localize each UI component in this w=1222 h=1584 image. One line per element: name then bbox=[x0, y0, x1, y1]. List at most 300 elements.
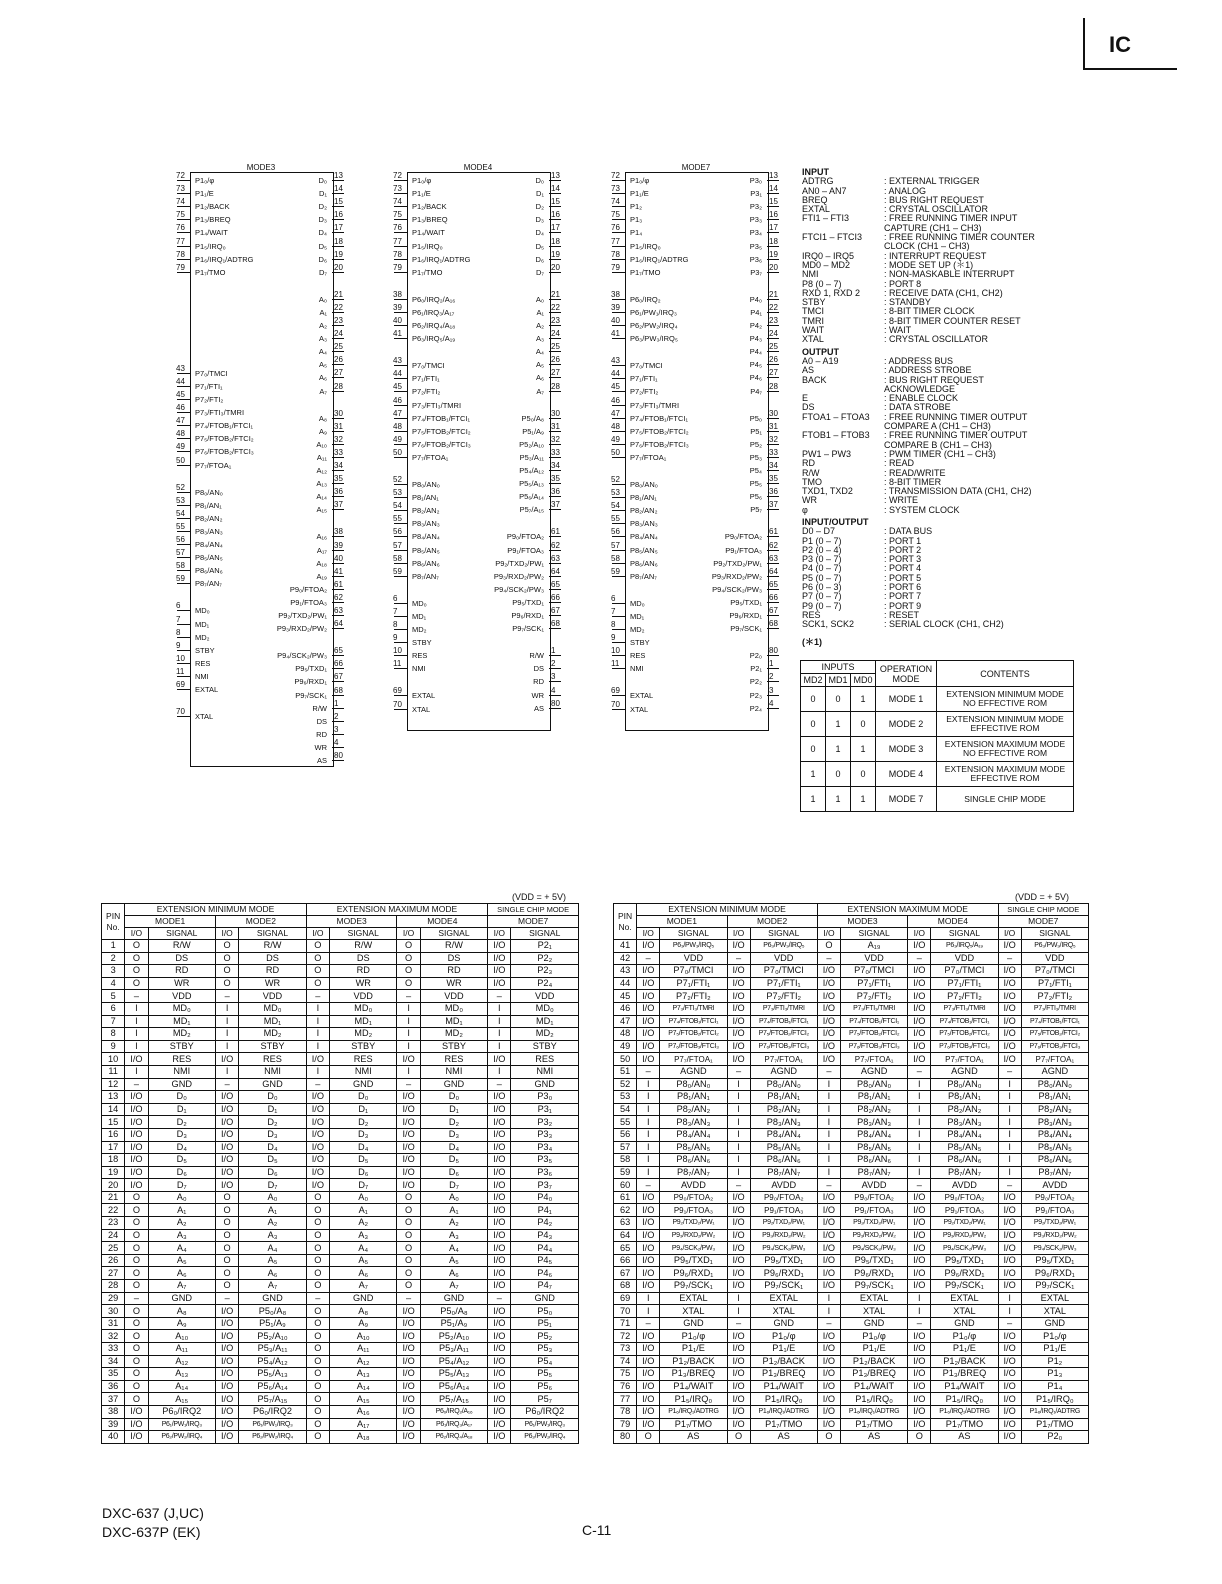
pin-label: P2₄ bbox=[749, 703, 762, 713]
table-cell: I/O bbox=[998, 1418, 1021, 1431]
pin-lead bbox=[177, 492, 190, 493]
pin-number: 23 bbox=[769, 316, 778, 325]
pin-label: NMI bbox=[630, 664, 644, 674]
table-cell: STBY bbox=[239, 1040, 306, 1053]
table-cell: O bbox=[125, 952, 148, 965]
table-cell: P9₀/FTOA₂ bbox=[931, 1191, 998, 1204]
pin-lead bbox=[177, 438, 190, 439]
mode-cell: MODE 7 bbox=[876, 787, 937, 812]
table-cell: A₇ bbox=[420, 1280, 487, 1293]
pin-lead bbox=[549, 509, 561, 510]
legend-signal: P7 (0 – 7) bbox=[802, 591, 842, 602]
table-cell: P9₄/SCK₂/PW₃ bbox=[931, 1242, 998, 1255]
table-cell: P1₃ bbox=[1021, 1368, 1088, 1381]
table-cell: P8₃/AN₃ bbox=[750, 1116, 817, 1129]
pin-number: 41 bbox=[393, 329, 402, 339]
table-cell: I/O bbox=[216, 1116, 239, 1129]
pin-number: 24 bbox=[769, 329, 778, 339]
pin-label: P9₇/SCK₁ bbox=[512, 624, 544, 634]
table-cell: 42 bbox=[614, 952, 637, 965]
table-cell: I/O bbox=[397, 1154, 420, 1167]
pin-lead bbox=[394, 642, 407, 643]
table-cell: I bbox=[216, 1002, 239, 1015]
legend-description: : NON-MASKABLE INTERRUPT bbox=[884, 269, 1015, 280]
table-cell: 73 bbox=[614, 1343, 637, 1356]
table-cell: I bbox=[998, 1128, 1021, 1141]
pin-number: 79 bbox=[393, 262, 402, 272]
table-cell: – bbox=[908, 1065, 931, 1078]
pin-lead bbox=[332, 681, 344, 682]
table-row bbox=[614, 1015, 1089, 1028]
pin-lead bbox=[332, 747, 344, 748]
pin-number: 62 bbox=[334, 592, 343, 602]
mode-cell: 1 bbox=[801, 762, 826, 787]
table-cell: RES bbox=[511, 1053, 579, 1066]
table-cell: 43 bbox=[614, 965, 637, 978]
pin-lead bbox=[612, 510, 625, 511]
pin-lead bbox=[177, 624, 190, 625]
table-cell: – bbox=[216, 1078, 239, 1091]
table-cell: P7₀/TMCI bbox=[841, 965, 908, 978]
table-cell: I/O bbox=[637, 1368, 660, 1381]
table-cell: I bbox=[908, 1305, 931, 1318]
table-cell: I bbox=[637, 1154, 660, 1167]
table-cell: I/O bbox=[306, 1103, 329, 1116]
pin-label: P5₁ bbox=[750, 426, 762, 436]
table-cell: P8₀/AN₀ bbox=[750, 1078, 817, 1091]
table-cell: I bbox=[637, 1141, 660, 1154]
table-cell: D₅ bbox=[148, 1154, 215, 1167]
pin-label: D₇ bbox=[536, 267, 544, 277]
table-cell: 48 bbox=[614, 1028, 637, 1041]
table-row bbox=[614, 1065, 1089, 1078]
table-cell: I/O bbox=[998, 1267, 1021, 1280]
pin-number: 76 bbox=[393, 223, 402, 233]
pin-label: P8₀/AN₀ bbox=[195, 487, 223, 497]
table-cell: P9₄/SCK₂/PW₃ bbox=[750, 1242, 817, 1255]
pin-label: P8₆/AN₆ bbox=[630, 558, 658, 568]
table-cell: P7₆/FTOB₃/FTCI₃ bbox=[841, 1040, 908, 1053]
table-cell: I/O bbox=[998, 1002, 1021, 1015]
pin-label: XTAL bbox=[195, 712, 214, 722]
table-cell: I/O bbox=[488, 1305, 511, 1318]
pin-lead bbox=[549, 496, 561, 497]
pin-number: 22 bbox=[334, 302, 343, 312]
pin-label: P9₂/TXD₂/PW₁ bbox=[713, 558, 762, 568]
table-cell: I bbox=[998, 1078, 1021, 1091]
pin-number: 43 bbox=[611, 356, 620, 366]
mode-cell: EXTENSION MINIMUM MODE NO EFFECTIVE ROM bbox=[937, 687, 1074, 712]
table-cell: O bbox=[125, 1393, 148, 1406]
pin-number: 69 bbox=[176, 680, 185, 689]
pin-number: 50 bbox=[611, 447, 620, 457]
legend-signal: SCK1, SCK2 bbox=[802, 619, 855, 630]
pin-label: A₆ bbox=[318, 373, 327, 383]
pin-lead bbox=[767, 550, 779, 551]
pin-label: P8₇/AN₇ bbox=[412, 571, 439, 581]
table-cell: P1₅/IRQ₀ bbox=[1021, 1393, 1088, 1406]
pin-number: 68 bbox=[769, 619, 778, 629]
table-cell: I/O bbox=[397, 1053, 420, 1066]
table-row bbox=[102, 1091, 579, 1104]
header-signal: SIGNAL bbox=[511, 928, 579, 940]
table-cell: 49 bbox=[614, 1040, 637, 1053]
table-cell: I/O bbox=[908, 1191, 931, 1204]
table-cell: A₇ bbox=[239, 1280, 306, 1293]
table-cell: P1₆/IRQ₁/ADTRG bbox=[1021, 1405, 1088, 1418]
table-cell: A₆ bbox=[330, 1267, 397, 1280]
table-cell: I/O bbox=[817, 1330, 840, 1343]
table-cell: 57 bbox=[614, 1141, 637, 1154]
pin-lead bbox=[612, 299, 625, 300]
pin-lead bbox=[332, 576, 344, 577]
pin-lead bbox=[549, 351, 561, 352]
table-cell: P1₄/WAIT bbox=[750, 1380, 817, 1393]
table-cell: AGND bbox=[1021, 1065, 1088, 1078]
table-header-row bbox=[102, 904, 579, 916]
pin-number: 30 bbox=[334, 408, 343, 418]
table-cell: D₃ bbox=[239, 1128, 306, 1141]
pin-label: STBY bbox=[195, 645, 215, 655]
pin-number: 75 bbox=[611, 210, 620, 220]
pin-label: P2₁ bbox=[750, 664, 762, 674]
table-cell: 40 bbox=[102, 1431, 125, 1444]
table-cell: 65 bbox=[614, 1242, 637, 1255]
pin-number: 23 bbox=[334, 316, 343, 325]
table-cell: I/O bbox=[998, 1028, 1021, 1041]
pin-number: 11 bbox=[393, 659, 402, 669]
pin-lead bbox=[177, 518, 190, 519]
table-cell: 30 bbox=[102, 1305, 125, 1318]
table-cell: O bbox=[727, 1431, 750, 1444]
table-cell: P8₁/AN₁ bbox=[841, 1091, 908, 1104]
pin-label: MD₂ bbox=[195, 632, 210, 642]
pin-label: P6₃/IRQ₅/A₁₉ bbox=[412, 334, 456, 344]
pin-label: D₄ bbox=[318, 228, 327, 238]
header-signal: SIGNAL bbox=[330, 928, 397, 940]
table-cell: P1₄ bbox=[1021, 1380, 1088, 1393]
table-cell: 26 bbox=[102, 1254, 125, 1267]
table-cell: P7₅/FTOB₂/FTCI₂ bbox=[660, 1028, 727, 1041]
mode-cell: MODE 2 bbox=[876, 712, 937, 737]
table-row bbox=[102, 1141, 579, 1154]
table-cell: WR bbox=[330, 977, 397, 990]
legend-signal: NMI bbox=[802, 269, 819, 280]
pin-number: 68 bbox=[551, 619, 560, 629]
table-cell: 36 bbox=[102, 1380, 125, 1393]
table-cell: I/O bbox=[125, 1141, 148, 1154]
pin-number: 34 bbox=[551, 461, 560, 470]
pin-number: 50 bbox=[176, 455, 185, 465]
table-cell: – bbox=[908, 952, 931, 965]
pin-number: 4 bbox=[769, 698, 774, 708]
legend-signal: DS bbox=[802, 402, 815, 413]
table-cell: DS bbox=[239, 952, 306, 965]
legend-description: : PORT 4 bbox=[884, 563, 922, 574]
table-cell: O bbox=[397, 1267, 420, 1280]
table-cell: XTAL bbox=[750, 1305, 817, 1318]
pin-lead bbox=[332, 312, 344, 313]
pin-label: P9₁/FTOA₃ bbox=[725, 545, 762, 555]
legend-description: : CRYSTAL OSCILLATOR bbox=[884, 204, 989, 215]
table-cell: P5₆ bbox=[511, 1380, 579, 1393]
pin-lead bbox=[612, 391, 625, 392]
pin-lead bbox=[394, 338, 407, 339]
header-ext-max: EXTENSION MAXIMUM MODE bbox=[306, 904, 487, 916]
table-cell: 44 bbox=[614, 977, 637, 990]
pin-lead bbox=[767, 496, 779, 497]
table-cell: – bbox=[397, 1292, 420, 1305]
table-cell: I bbox=[817, 1103, 840, 1116]
table-cell: P7₂/FTI₂ bbox=[931, 990, 998, 1003]
table-cell: P7₄/FTOB₁/FTCI₁ bbox=[931, 1015, 998, 1028]
legend-description: : BUS RIGHT REQUEST bbox=[884, 374, 984, 385]
table-cell: P5₂/A₁₀ bbox=[239, 1330, 306, 1343]
table-cell: D₇ bbox=[239, 1179, 306, 1192]
pin-lead bbox=[549, 615, 561, 616]
pin-number: 57 bbox=[611, 540, 620, 550]
legend-description: : FREE RUNNING TIMER INPUT bbox=[884, 213, 1018, 224]
legend-description: : STANDBY bbox=[884, 297, 931, 308]
table-cell: O bbox=[306, 940, 329, 953]
header-io: I/O bbox=[727, 928, 750, 940]
table-cell: I bbox=[817, 1305, 840, 1318]
table-cell: 38 bbox=[102, 1405, 125, 1418]
table-cell: GND bbox=[330, 1078, 397, 1091]
table-cell: I bbox=[306, 1065, 329, 1078]
legend-description: COMPARE B (CH1 – CH3) bbox=[884, 439, 992, 450]
pin-lead bbox=[394, 523, 407, 524]
mode-cell: 0 bbox=[801, 687, 826, 712]
table-cell: O bbox=[216, 1280, 239, 1293]
model-number-1: DXC-637 (J,UC) bbox=[102, 1505, 204, 1521]
table-cell: – bbox=[306, 1078, 329, 1091]
pin-number: 4 bbox=[334, 737, 339, 747]
table-cell: – bbox=[125, 1078, 148, 1091]
table-cell: I/O bbox=[488, 1254, 511, 1267]
pin-label: P1₅/IRQ₀ bbox=[630, 241, 661, 251]
table-cell: A₁₁ bbox=[148, 1343, 215, 1356]
pin-number: 44 bbox=[176, 376, 185, 386]
pin-label: P6₁/IRQ₃/A₁₇ bbox=[412, 307, 455, 317]
table-cell: P8₂/AN₂ bbox=[1021, 1103, 1088, 1116]
pin-label: P8₀/AN₀ bbox=[412, 480, 440, 489]
table-cell: I bbox=[397, 1002, 420, 1015]
pin-number: 23 bbox=[551, 316, 560, 325]
table-cell: O bbox=[125, 1317, 148, 1330]
pin-label: P2₃ bbox=[749, 690, 762, 700]
pin-number: 74 bbox=[393, 197, 402, 207]
header-io: I/O bbox=[125, 928, 148, 940]
pin-lead bbox=[612, 232, 625, 233]
legend-row bbox=[802, 583, 1102, 592]
pin-label: P1₁/E bbox=[630, 189, 649, 199]
table-cell: D₁ bbox=[420, 1103, 487, 1116]
pin-label: P1₅/IRQ₀ bbox=[195, 241, 226, 251]
pin-lead bbox=[394, 497, 407, 498]
table-cell: I/O bbox=[216, 1166, 239, 1179]
table-cell: I/O bbox=[488, 1179, 511, 1192]
pin-lead bbox=[767, 483, 779, 484]
table-row bbox=[614, 1267, 1089, 1280]
pin-number: 77 bbox=[611, 236, 620, 246]
table-cell: I/O bbox=[908, 1053, 931, 1066]
pin-number: 7 bbox=[393, 606, 398, 616]
pin-label: P3₄ bbox=[749, 228, 762, 238]
table-cell: – bbox=[817, 952, 840, 965]
pin-lead bbox=[549, 668, 561, 669]
header-pin: PIN No. bbox=[614, 904, 637, 940]
table-row bbox=[102, 1368, 579, 1381]
pin-number: 9 bbox=[393, 633, 398, 643]
table-cell: I/O bbox=[817, 1015, 840, 1028]
table-cell: P6₂/IRQ₄/A₁₈ bbox=[420, 1431, 487, 1444]
pin-number: 41 bbox=[611, 329, 620, 339]
pin-label: P8₃/AN₃ bbox=[630, 519, 658, 529]
pin-label: D₁ bbox=[319, 189, 327, 199]
pin-label: P1₀/φ bbox=[412, 176, 432, 185]
table-cell: A₄ bbox=[239, 1242, 306, 1255]
pin-lead bbox=[767, 351, 779, 352]
pin-lead bbox=[767, 338, 779, 339]
table-cell: MD₂ bbox=[511, 1028, 579, 1041]
table-row bbox=[614, 1242, 1089, 1255]
table-cell: O bbox=[125, 977, 148, 990]
pin-number: 17 bbox=[769, 223, 778, 233]
legend-signal: A0 – A19 bbox=[802, 355, 839, 366]
table-cell: O bbox=[306, 1217, 329, 1230]
table-cell: D₂ bbox=[330, 1116, 397, 1129]
table-cell: – bbox=[998, 1179, 1021, 1192]
page-number: C-11 bbox=[582, 1522, 612, 1538]
table-cell: A₄ bbox=[148, 1242, 215, 1255]
table-cell: A₁₀ bbox=[330, 1330, 397, 1343]
table-cell: I bbox=[908, 1103, 931, 1116]
pin-label: P8₇/AN₇ bbox=[195, 579, 222, 589]
pin-number: 35 bbox=[769, 474, 778, 484]
pin-lead bbox=[177, 232, 190, 233]
table-cell: I/O bbox=[125, 1431, 148, 1444]
table-cell: P9₅/TXD₁ bbox=[750, 1254, 817, 1267]
table-cell: O bbox=[306, 965, 329, 978]
table-cell: P6₃/PW₃/IRQ₅ bbox=[750, 940, 817, 953]
table-cell: P9₅/TXD₁ bbox=[931, 1254, 998, 1267]
table-cell: P5₁/A₉ bbox=[239, 1317, 306, 1330]
table-cell: A₃ bbox=[148, 1229, 215, 1242]
legend-description: : TRANSMISSION DATA (CH1, CH2) bbox=[884, 486, 1032, 497]
pin-label: P7₃/FTI₃/TMRI bbox=[630, 400, 680, 410]
table-cell: I bbox=[727, 1292, 750, 1305]
header-contents: CONTENTS bbox=[937, 661, 1074, 687]
table-cell: I/O bbox=[397, 1405, 420, 1418]
table-cell: A₄ bbox=[330, 1242, 397, 1255]
table-cell: 9 bbox=[102, 1040, 125, 1053]
table-cell: GND bbox=[660, 1317, 727, 1330]
table-cell: NMI bbox=[330, 1065, 397, 1078]
table-cell: – bbox=[998, 1317, 1021, 1330]
pin-label: P3₅ bbox=[749, 241, 762, 251]
pin-lead bbox=[612, 550, 625, 551]
pin-lead bbox=[612, 193, 625, 194]
pin-lead bbox=[332, 219, 344, 220]
table-cell: P4₆ bbox=[511, 1267, 579, 1280]
pin-number: 61 bbox=[769, 527, 778, 537]
pin-lead bbox=[332, 180, 344, 181]
pin-label: D₅ bbox=[318, 241, 327, 251]
table-cell: AVDD bbox=[660, 1179, 727, 1192]
pin-lead bbox=[549, 695, 561, 696]
table-row bbox=[614, 1191, 1089, 1204]
table-cell: I bbox=[727, 1154, 750, 1167]
pin-label: P4₄ bbox=[749, 347, 762, 357]
table-cell: I/O bbox=[397, 1380, 420, 1393]
table-cell: 22 bbox=[102, 1204, 125, 1217]
table-cell: – bbox=[908, 1179, 931, 1192]
pin-number: 46 bbox=[611, 395, 620, 405]
pin-lead bbox=[394, 418, 407, 419]
pin-lead bbox=[177, 451, 190, 452]
pin-lead bbox=[177, 583, 190, 584]
table-cell: I/O bbox=[637, 1040, 660, 1053]
table-cell: 11 bbox=[102, 1065, 125, 1078]
pin-lead bbox=[549, 418, 561, 419]
legend-heading: OUTPUT bbox=[802, 346, 839, 357]
legend-description: : ADDRESS BUS bbox=[884, 355, 954, 366]
header-mode: MODE7 bbox=[488, 916, 579, 928]
pin-number: 63 bbox=[551, 553, 560, 563]
legend-signal: P2 (0 – 4) bbox=[802, 544, 842, 555]
table-cell: I/O bbox=[727, 940, 750, 953]
pin-label: D₇ bbox=[319, 267, 327, 277]
table-cell: 4 bbox=[102, 977, 125, 990]
table-cell: I/O bbox=[908, 1204, 931, 1217]
table-cell: GND bbox=[420, 1078, 487, 1091]
pin-label: A₁₈ bbox=[316, 558, 327, 568]
table-cell: I bbox=[637, 1292, 660, 1305]
chip-title: MODE7 bbox=[681, 163, 711, 172]
pin-lead bbox=[767, 615, 779, 616]
table-cell: I/O bbox=[216, 1103, 239, 1116]
table-cell: I/O bbox=[908, 1355, 931, 1368]
table-cell: I bbox=[727, 1166, 750, 1179]
table-cell: I/O bbox=[998, 1368, 1021, 1381]
pin-label: A₀ bbox=[318, 294, 327, 304]
table-cell: A₉ bbox=[148, 1317, 215, 1330]
table-cell: I/O bbox=[637, 1380, 660, 1393]
table-cell: P8₅/AN₅ bbox=[1021, 1141, 1088, 1154]
table-cell: O bbox=[216, 977, 239, 990]
table-row bbox=[102, 952, 579, 965]
table-cell: 69 bbox=[614, 1292, 637, 1305]
table-cell: WR bbox=[239, 977, 306, 990]
mode-cell: 1 bbox=[851, 787, 876, 812]
table-cell: O bbox=[216, 1191, 239, 1204]
table-cell: AS bbox=[931, 1431, 998, 1444]
table-cell: MD₂ bbox=[420, 1028, 487, 1041]
table-cell: P1₁/E bbox=[1021, 1343, 1088, 1356]
table-cell: I/O bbox=[727, 1204, 750, 1217]
table-cell: P9₃/RXD₂/PW₂ bbox=[660, 1229, 727, 1242]
table-cell: I/O bbox=[817, 1393, 840, 1406]
pin-number: 18 bbox=[334, 236, 343, 246]
pin-label: P5₂/A₁₀ bbox=[519, 439, 544, 449]
pin-lead bbox=[332, 246, 344, 247]
table-cell: I/O bbox=[637, 977, 660, 990]
table-cell: GND bbox=[841, 1317, 908, 1330]
pin-lead bbox=[612, 219, 625, 220]
legend-row bbox=[802, 506, 1102, 515]
table-cell: 67 bbox=[614, 1267, 637, 1280]
